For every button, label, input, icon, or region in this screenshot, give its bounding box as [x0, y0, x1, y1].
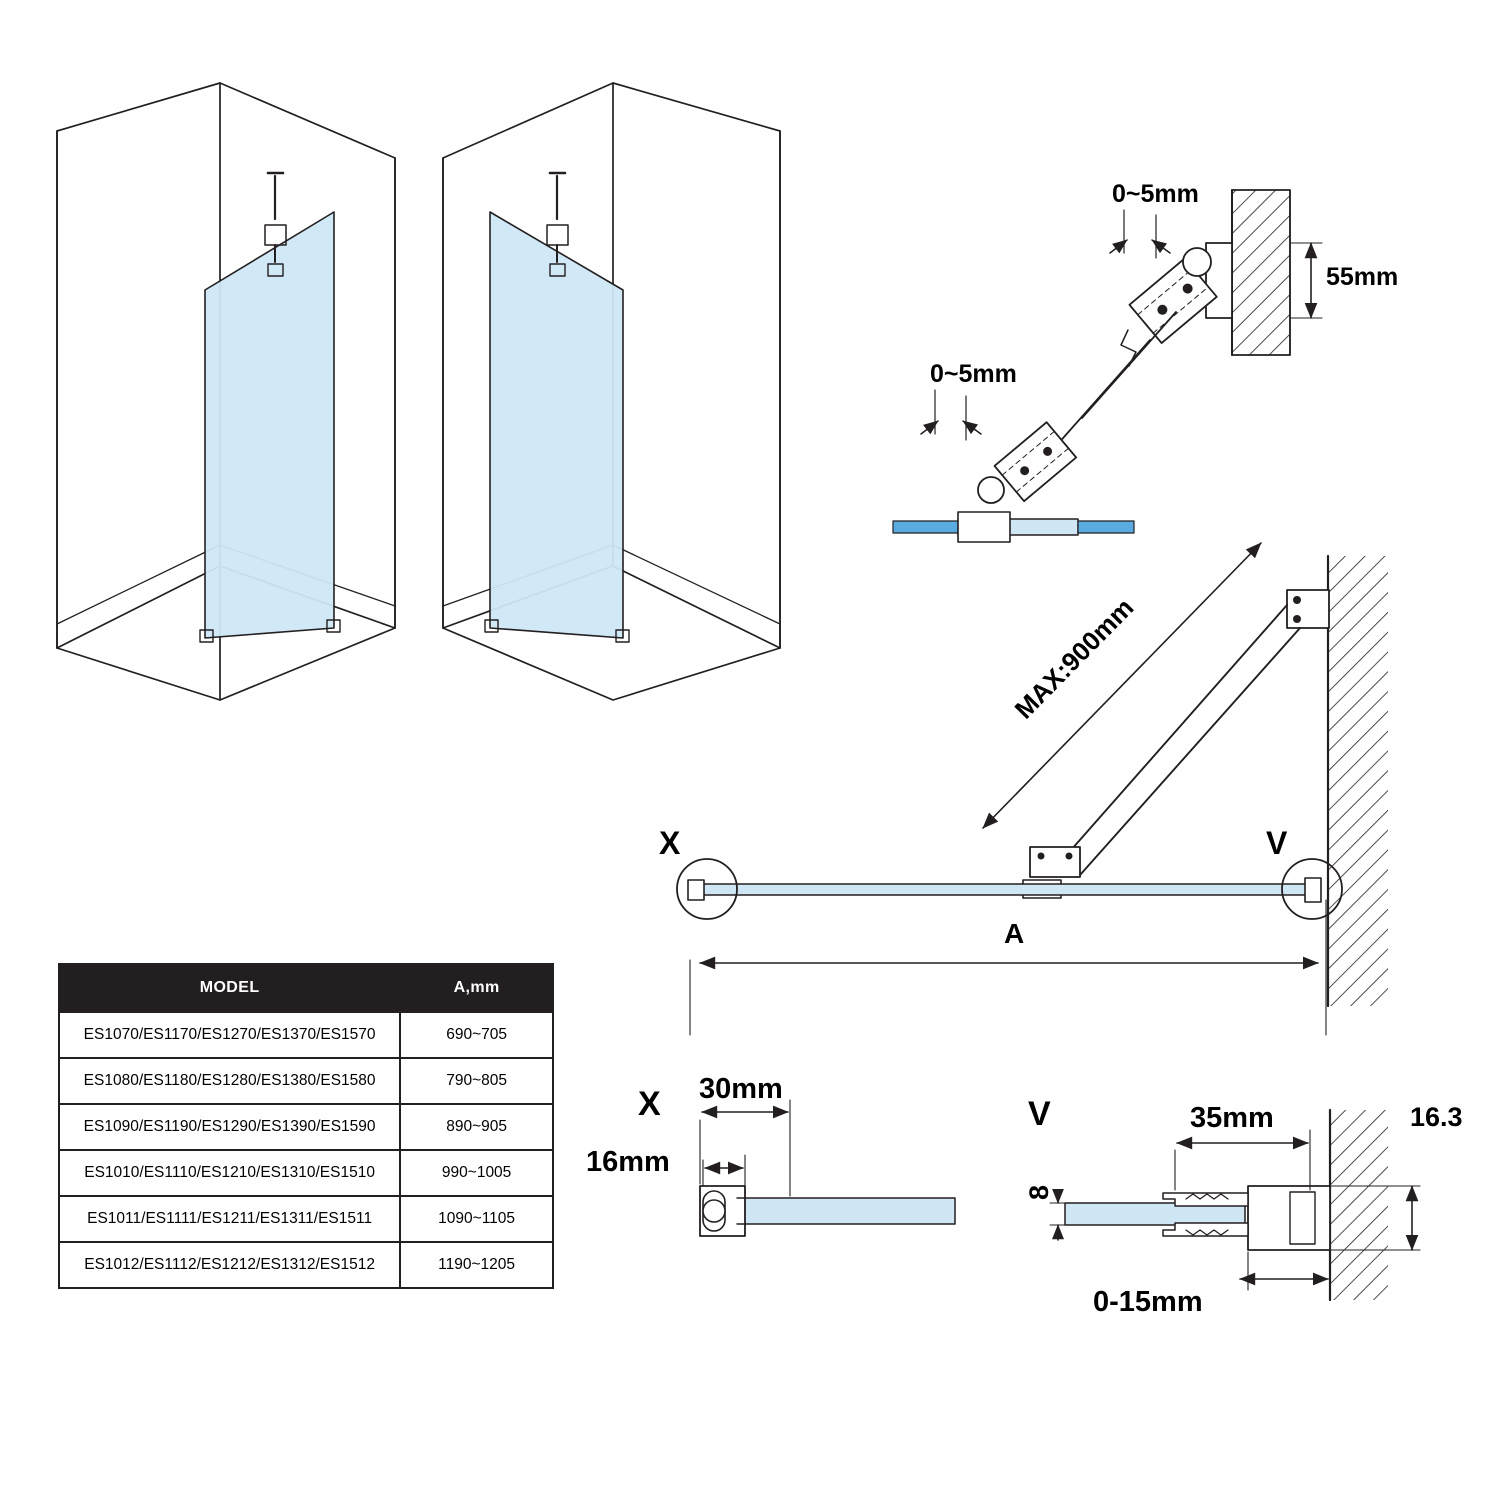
label-bracket-gap-lower: 0~5mm	[930, 360, 1017, 388]
enclosure-view-right	[443, 83, 780, 700]
table-row	[59, 1058, 553, 1104]
table-row	[59, 1196, 553, 1242]
label-detail-marker-v: V	[1266, 825, 1288, 861]
table-row	[59, 1242, 553, 1288]
label-profile-v-height: 16.3	[1410, 1102, 1463, 1132]
table-row	[59, 1104, 553, 1150]
cell-a: 1190~1205	[400, 1242, 553, 1288]
label-bracket-gap-top: 0~5mm	[1112, 180, 1199, 208]
cell-a: 990~1005	[400, 1150, 553, 1196]
plan-view-support	[677, 543, 1388, 1035]
cell-model: ES1080/ES1180/ES1280/ES1380/ES1580	[59, 1058, 400, 1104]
label-profile-v-width: 35mm	[1190, 1102, 1274, 1134]
model-dimensions-table	[58, 963, 554, 1289]
cell-model: ES1070/ES1170/ES1270/ES1370/ES1570	[59, 1012, 400, 1058]
column-header-model: MODEL	[59, 964, 400, 1012]
table-header	[59, 964, 553, 1012]
label-profile-x-outer: 30mm	[699, 1073, 783, 1105]
label-profile-v-glass-thickness: 8	[1024, 1184, 1054, 1200]
label-width-dimension-a: A	[1004, 918, 1025, 949]
cell-a: 790~805	[400, 1058, 553, 1104]
table-row	[59, 1012, 553, 1058]
cell-model: ES1090/ES1190/ES1290/ES1390/ES1590	[59, 1104, 400, 1150]
table-row	[59, 1150, 553, 1196]
cell-model: ES1011/ES1111/ES1211/ES1311/ES1511	[59, 1196, 400, 1242]
profile-section-x	[700, 1100, 955, 1236]
cell-a: 690~705	[400, 1012, 553, 1058]
label-profile-x-inner: 16mm	[586, 1146, 670, 1178]
table-body	[59, 1012, 553, 1288]
label-support-bar-max: MAX:900mm	[1008, 592, 1140, 725]
column-header-a: A,mm	[400, 964, 553, 1012]
label-profile-marker-x: X	[638, 1085, 661, 1123]
table-header-row	[59, 964, 553, 1012]
label-wall-plate-height: 55mm	[1326, 263, 1399, 291]
label-detail-marker-x: X	[659, 825, 681, 861]
enclosure-view-left	[57, 83, 395, 700]
cell-model: ES1010/ES1110/ES1210/ES1310/ES1510	[59, 1150, 400, 1196]
cell-a: 890~905	[400, 1104, 553, 1150]
profile-section-v	[1050, 1110, 1420, 1300]
label-profile-v-adjust: 0-15mm	[1093, 1286, 1203, 1318]
cell-model: ES1012/ES1112/ES1212/ES1312/ES1512	[59, 1242, 400, 1288]
cell-a: 1090~1105	[400, 1196, 553, 1242]
label-profile-marker-v: V	[1028, 1095, 1051, 1133]
